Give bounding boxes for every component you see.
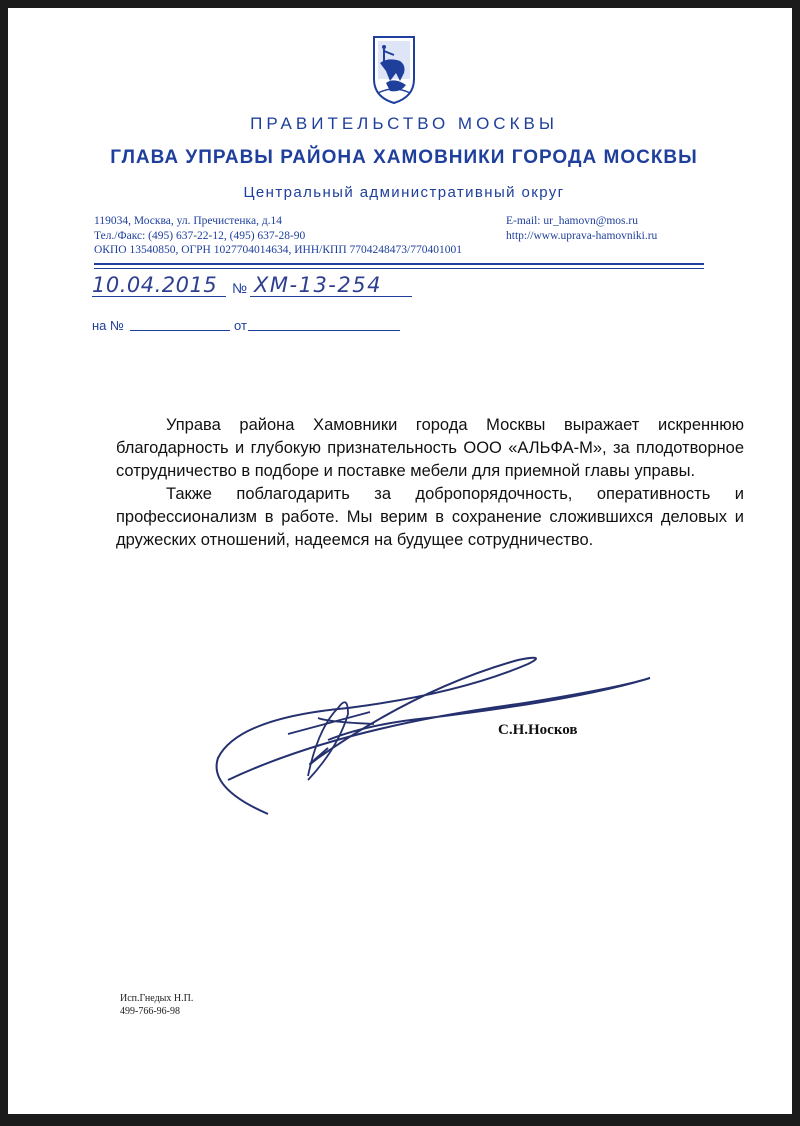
moscow-coat-of-arms-icon — [370, 33, 418, 105]
phone-line: Тел./Факс: (495) 637-22-12, (495) 637-28-90 — [94, 229, 306, 242]
from-blank — [248, 330, 400, 331]
executor-phone: 499-766-96-98 — [120, 1006, 180, 1017]
in-reply-to-label: на № — [92, 318, 124, 333]
website-line: http://www.uprava-hamovniki.ru — [506, 229, 658, 242]
date-underline — [92, 296, 226, 297]
handwritten-document-number: ХМ-13-254 — [254, 273, 382, 297]
body-paragraph-1: Управа района Хамовники города Москвы выражает искреннюю благодарность и глубокую признательность ООО «АЛЬФА-М», за плодотворное сотрудничество в подборе и поставке мебели для приемной главы управы. — [116, 416, 744, 480]
letterhead-rule-thick — [94, 263, 704, 265]
number-underline — [250, 296, 412, 297]
executor-name: Исп.Гнедых Н.П. — [120, 993, 194, 1004]
office-title: ГЛАВА УПРАВЫ РАЙОНА ХАМОВНИКИ ГОРОДА МОСКВЫ — [110, 147, 698, 168]
letter-body — [116, 414, 744, 552]
from-label: от — [234, 318, 247, 333]
letter-page — [8, 8, 792, 1114]
district-title: Центральный административный округ — [243, 184, 565, 201]
address-line: 119034, Москва, ул. Пречистенка, д.14 — [94, 215, 283, 227]
letterhead-rule-thin — [94, 268, 704, 269]
handwritten-date: 10.04.2015 — [92, 273, 218, 297]
contact-block-left — [94, 214, 462, 258]
number-sign: № — [232, 280, 248, 296]
contact-block-right — [506, 214, 657, 243]
signer-name: С.Н.Носков — [498, 722, 578, 738]
body-paragraph-2: Также поблагодарить за добропорядочность, оперативность и профессионализм в работе. Мы верим в сохранение сложившихся деловых и дружеских отношений, надеемся на будущее сотрудничество. — [116, 485, 744, 549]
signature-icon — [198, 648, 658, 818]
codes-line: ОКПО 13540850, ОГРН 1027704014634, ИНН/КПП 7704248473/770401001 — [94, 244, 462, 256]
executor-footer — [120, 992, 193, 1018]
email-line: E-mail: ur_hamovn@mos.ru — [506, 215, 638, 227]
in-reply-to-blank — [130, 330, 230, 331]
government-title: ПРАВИТЕЛЬСТВО МОСКВЫ — [250, 114, 558, 133]
